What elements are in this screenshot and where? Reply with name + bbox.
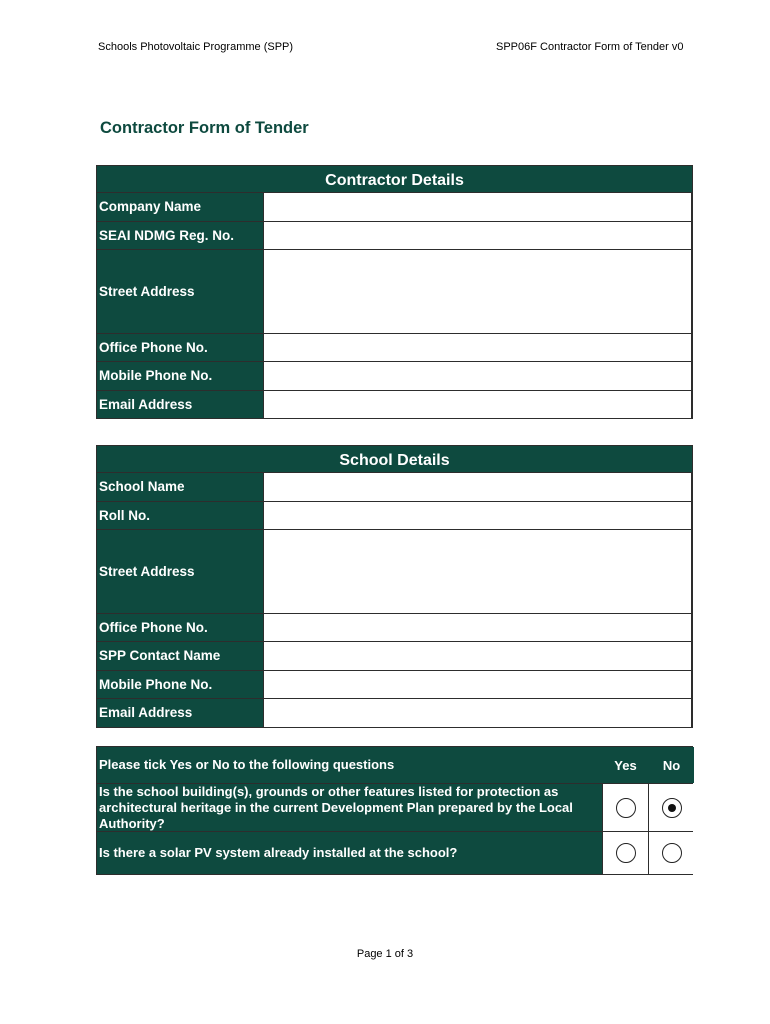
school-name-row [97, 473, 692, 502]
q1-yes-cell [602, 784, 648, 831]
field-label: School Name [97, 473, 263, 501]
school-email-row [97, 699, 692, 728]
page-number: Page 1 of 3 [356, 948, 414, 960]
contractor-details-heading: Contractor Details [96, 165, 693, 193]
contractor-office-phone-row [97, 334, 692, 362]
header-form-code: SPP06F Contractor Form of Tender v0 [496, 41, 684, 53]
field-label: Mobile Phone No. [97, 671, 263, 698]
contractor-address-row [97, 250, 692, 334]
field-label: Email Address [97, 391, 263, 418]
field-label: SEAI NDMG Reg. No. [97, 222, 263, 249]
questions-instruction: Please tick Yes or No to the following questions [97, 747, 602, 783]
contractor-details-section [96, 165, 693, 419]
contractor-mobile-row [97, 362, 692, 391]
school-name-input[interactable] [263, 473, 692, 501]
contractor-company-row [97, 193, 692, 222]
q2-no-radio[interactable] [662, 843, 682, 863]
seai-reg-input[interactable] [263, 222, 692, 249]
contractor-email-row [97, 391, 692, 419]
school-details-heading: School Details [96, 445, 693, 473]
field-label: Mobile Phone No. [97, 362, 263, 390]
contractor-street-address-input[interactable] [263, 250, 692, 333]
q1-no-cell [648, 784, 694, 831]
school-address-row [97, 530, 692, 614]
school-mobile-row [97, 671, 692, 699]
page-title: Contractor Form of Tender [100, 119, 309, 137]
school-details-section [96, 445, 693, 728]
question-text: Is there a solar PV system already installed at the school? [97, 832, 602, 874]
q1-no-radio[interactable] [662, 798, 682, 818]
field-label: Street Address [97, 530, 263, 613]
school-office-phone-input[interactable] [263, 614, 692, 641]
field-label: Roll No. [97, 502, 263, 529]
school-street-address-input[interactable] [263, 530, 692, 613]
spp-contact-name-input[interactable] [263, 642, 692, 670]
questions-table [96, 746, 693, 875]
field-label: Street Address [97, 250, 263, 333]
school-mobile-input[interactable] [263, 671, 692, 698]
school-contact-row [97, 642, 692, 671]
field-label: Company Name [97, 193, 263, 221]
contractor-mobile-input[interactable] [263, 362, 692, 390]
field-label: Office Phone No. [97, 334, 263, 361]
contractor-reg-row [97, 222, 692, 250]
school-email-input[interactable] [263, 699, 692, 727]
field-label: SPP Contact Name [97, 642, 263, 670]
q2-no-cell [648, 832, 694, 874]
contractor-email-input[interactable] [263, 391, 692, 418]
q2-yes-cell [602, 832, 648, 874]
field-label: Email Address [97, 699, 263, 727]
question-text: Is the school building(s), grounds or other features listed for protection as architectural heritage in the current Development Plan prepared by the Local Authority? [97, 784, 602, 831]
no-column-header: No [648, 747, 694, 783]
school-roll-row [97, 502, 692, 530]
contractor-office-phone-input[interactable] [263, 334, 692, 361]
field-label: Office Phone No. [97, 614, 263, 641]
school-office-phone-row [97, 614, 692, 642]
roll-no-input[interactable] [263, 502, 692, 529]
question-row [97, 784, 692, 832]
q2-yes-radio[interactable] [616, 843, 636, 863]
questions-header-row [97, 747, 692, 784]
yes-column-header: Yes [602, 747, 648, 783]
company-name-input[interactable] [263, 193, 692, 221]
q1-yes-radio[interactable] [616, 798, 636, 818]
header-programme: Schools Photovoltaic Programme (SPP) [98, 41, 294, 53]
question-row [97, 832, 692, 874]
